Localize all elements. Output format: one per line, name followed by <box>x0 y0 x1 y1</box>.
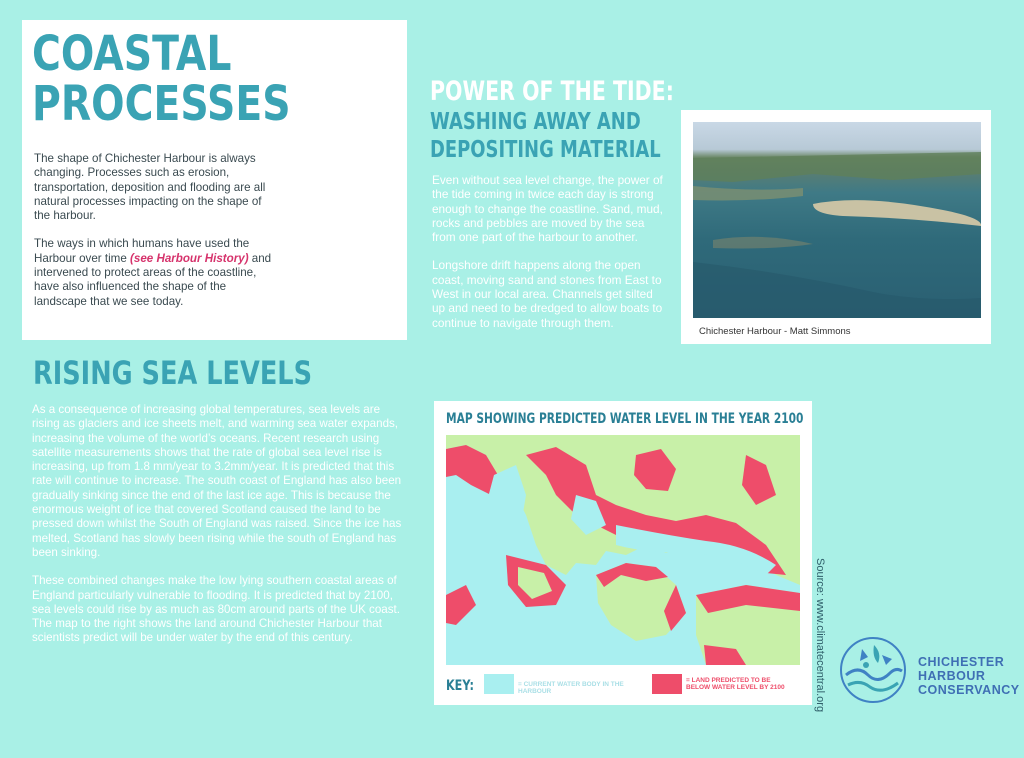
logo-emblem-icon <box>838 635 908 705</box>
harbour-history-link[interactable]: (see Harbour History) <box>130 251 249 265</box>
rising-paragraph-2: These combined changes make the low lying southern coastal areas of England particularly vulnerable to flooding. It is predicted that by 2100, sea levels could rise by as much as 80cm around parts of the UK coast. The map to the right shows the land around Chichester Harbour that scientists predict will be under water by the end of this century. <box>32 574 400 645</box>
rising-title: RISING SEA LEVELS <box>33 354 313 392</box>
key-flood-swatch <box>652 674 682 694</box>
key-water-label: = CURRENT WATER BODY IN THE HARBOUR <box>518 681 624 695</box>
intro-title-line2: PROCESSES <box>32 76 291 132</box>
tide-paragraph-1: Even without sea level change, the power of the tide coming in twice each day is strong enough to change the coastline. Sand, mud, rocks and pebbles are moved by the sea from one part of the harbour to another. <box>432 173 663 245</box>
intro-p2-after: and intervened to protect areas of the coastline, have also influenced the shape of the landscape that we see today. <box>34 251 272 308</box>
map-title: MAP SHOWING PREDICTED WATER LEVEL IN THE YEAR 2100 <box>446 411 804 427</box>
rising-paragraph-1: As a consequence of increasing global temperatures, sea levels are rising as glaciers and ice sheets melt, and warming sea water expands, increasing the volume of the world’s oceans. Recent research using satellite measurements shows that the rate of global sea level rise is increasing, up from 1.8 mm/year to 3.2mm/year. It is predicted that this rate will continue to increase. The south coast of England has also been gradually sinking since the end of the last ice age. This is because the enormous weight of ice that covered Scotland caused the land to be pressed down whilst the South of England was raised. Since the ice has melted, Scotland has slowly been rising while the south of England has been sinking. <box>32 403 402 559</box>
flood-map <box>446 435 800 665</box>
photo-panel <box>681 110 991 344</box>
intro-body <box>34 152 279 309</box>
intro-panel <box>22 20 407 340</box>
aerial-photo-drawing <box>693 122 981 318</box>
conservancy-logo <box>838 635 1018 705</box>
intro-paragraph-1: The shape of Chichester Harbour is always changing. Processes such as erosion, transportation, deposition and flooding are all natural processes impacting on the shape of the harbour. <box>34 152 266 223</box>
tide-subtitle-line2: DEPOSITING MATERIAL <box>430 137 661 163</box>
key-water-swatch <box>484 674 514 694</box>
flood-map-drawing <box>446 435 800 665</box>
key-flood-line2: BELOW WATER LEVEL BY 2100 <box>686 684 785 691</box>
map-key-label: KEY: <box>446 678 474 694</box>
photo-caption: Chichester Harbour - Matt Simmons <box>699 326 851 337</box>
logo-line1: CHICHESTER <box>918 655 1005 669</box>
intro-p2-before: The ways in which humans have used the Harbour over time <box>34 237 250 265</box>
tide-subtitle-line1: WASHING AWAY AND <box>430 109 641 135</box>
map-source: Source: www.climatecentral.org <box>814 558 826 713</box>
key-flood-label <box>686 677 796 691</box>
intro-title-line1: COASTAL <box>32 26 232 82</box>
rising-body <box>32 403 408 646</box>
intro-paragraph-2 <box>34 237 279 308</box>
tide-title: POWER OF THE TIDE: <box>430 76 674 107</box>
harbour-aerial-photo <box>693 122 981 318</box>
logo-line2: HARBOUR <box>918 669 986 683</box>
logo-line3: CONSERVANCY <box>918 683 1020 697</box>
key-flood-line1: = LAND PREDICTED TO BE <box>686 677 771 684</box>
tide-paragraph-2: Longshore drift happens along the open coast, moving sand and stones from East to West in our local area. Channels get silted up and need to be dredged to allow boats to continue to navigate through them. <box>432 258 663 330</box>
map-panel <box>434 401 812 705</box>
tide-body <box>432 173 664 330</box>
